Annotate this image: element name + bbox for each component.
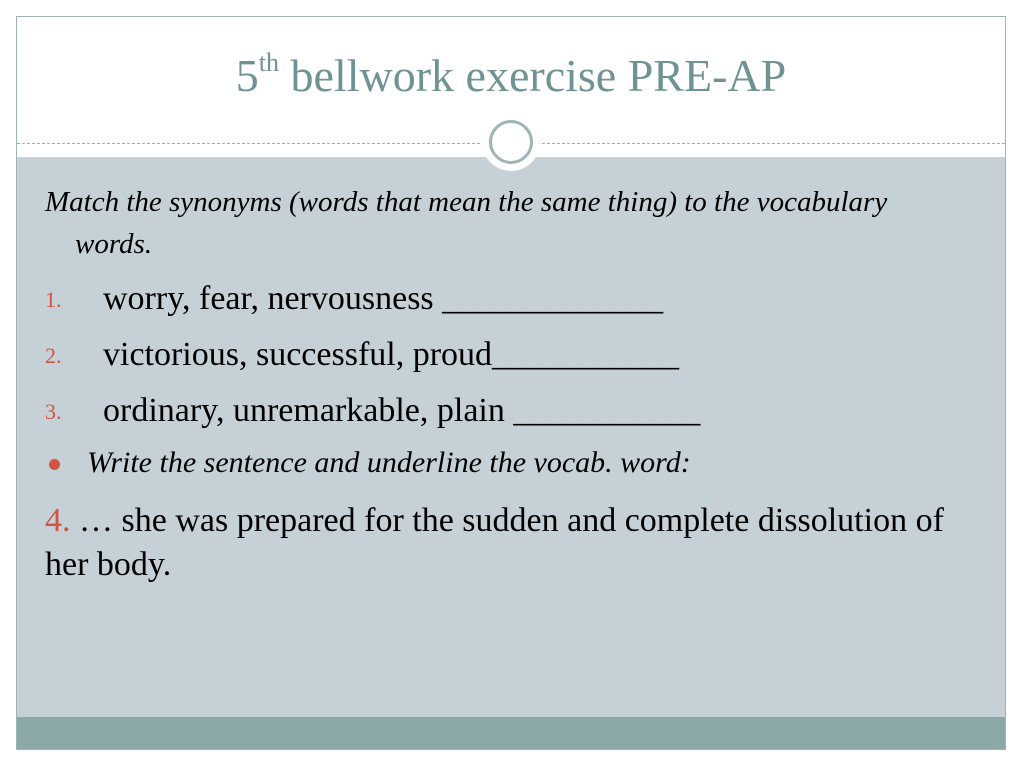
bullet-dot-icon	[49, 459, 60, 470]
content-area	[17, 157, 1005, 717]
circle-ring-icon	[489, 120, 533, 164]
item-number: 1.	[45, 287, 62, 312]
title-superscript: th	[258, 48, 280, 77]
item-number: 3.	[45, 399, 62, 424]
list-item	[45, 389, 945, 433]
body-text	[45, 181, 945, 587]
slide-title	[17, 48, 1005, 102]
item-text: ordinary, unremarkable, plain ___________	[103, 392, 701, 429]
footer-bar	[17, 717, 1005, 750]
bullet-item	[45, 443, 945, 483]
item-number: 2.	[45, 343, 62, 368]
title-base: 5	[235, 50, 259, 101]
circle-ornament-icon	[482, 113, 540, 171]
instructions-text: Match the synonyms (words that mean the same thing) to the vocabulary words.	[45, 186, 888, 260]
slide	[16, 16, 1006, 750]
list-item	[45, 333, 945, 377]
quote-sentence	[45, 499, 945, 587]
bullet-text: Write the sentence and underline the vocab. word:	[87, 446, 691, 479]
item-text: victorious, successful, proud___________	[103, 336, 680, 373]
title-rest: bellwork exercise PRE-AP	[279, 50, 787, 101]
item-text: worry, fear, nervousness _____________	[103, 280, 664, 317]
list-item	[45, 277, 945, 321]
quote-number: 4.	[45, 502, 71, 539]
quote-text: … she was prepared for the sudden and complete dissolution of her body.	[45, 502, 944, 583]
